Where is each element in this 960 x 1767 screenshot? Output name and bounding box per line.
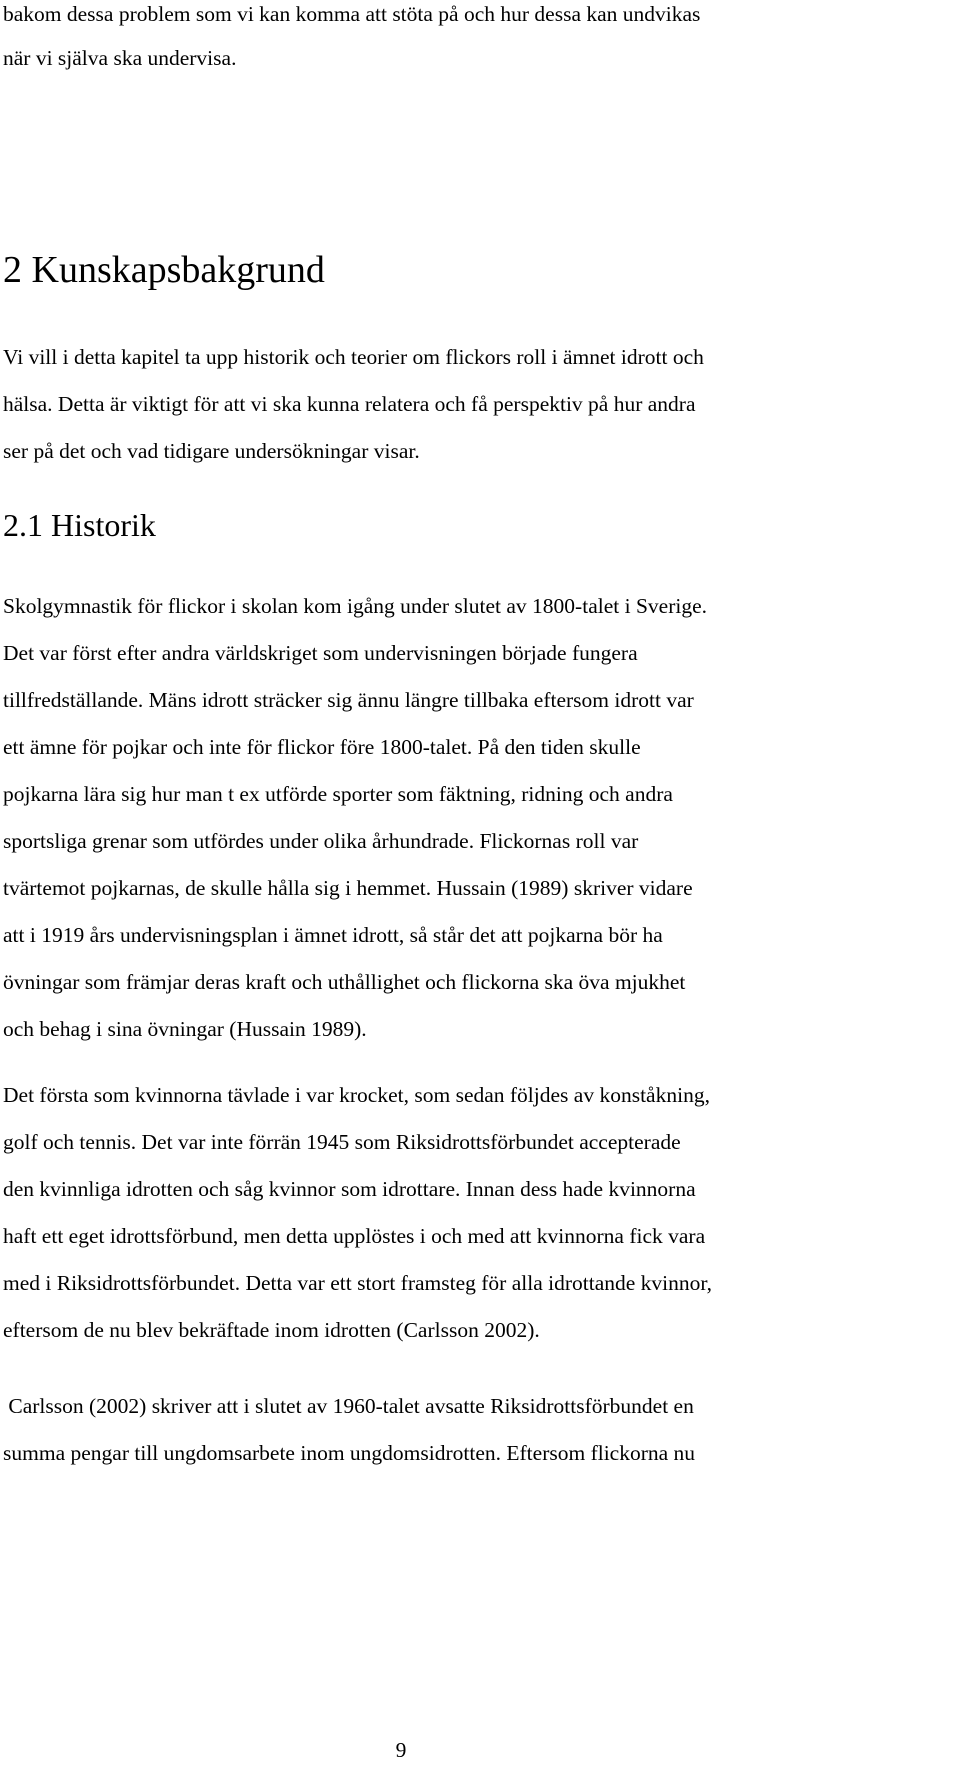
- text-line: och behag i sina övningar (Hussain 1989).: [3, 1017, 367, 1041]
- text-line: bakom dessa problem som vi kan komma att stöta på och hur dessa kan undvikas: [3, 2, 701, 26]
- text-line: haft ett eget idrottsförbund, men detta upplöstes i och med att kvinnorna fick vara: [3, 1224, 706, 1248]
- text-line: Vi vill i detta kapitel ta upp historik och teorier om flickors roll i ämnet idrott och: [3, 345, 704, 369]
- text-line: ett ämne för pojkar och inte för flickor före 1800-talet. På den tiden skulle: [3, 735, 641, 759]
- text-line: med i Riksidrottsförbundet. Detta var ett stort framsteg för alla idrottande kvinnor,: [3, 1271, 713, 1295]
- history-paragraph-2: [3, 1072, 953, 1354]
- section-intro-paragraph: [3, 334, 953, 475]
- history-paragraph-3: [3, 1383, 953, 1477]
- text-line: sportsliga grenar som utfördes under olika århundrade. Flickornas roll var: [3, 829, 639, 853]
- text-line: Det första som kvinnorna tävlade i var krocket, som sedan följdes av konståkning,: [3, 1083, 710, 1107]
- text-line: den kvinnliga idrotten och såg kvinnor som idrottare. Innan dess hade kvinnorna: [3, 1177, 696, 1201]
- text-line: att i 1919 års undervisningsplan i ämnet idrott, så står det att pojkarna bör ha: [3, 923, 663, 947]
- text-line: Det var först efter andra världskriget som undervisningen började fungera: [3, 641, 638, 665]
- text-line: hälsa. Detta är viktigt för att vi ska kunna relatera och få perspektiv på hur andra: [3, 392, 696, 416]
- text-line: pojkarna lära sig hur man t ex utförde sporter som fäktning, ridning och andra: [3, 782, 673, 806]
- text-line: golf och tennis. Det var inte förrän 1945 som Riksidrottsförbundet accepterade: [3, 1130, 681, 1154]
- history-paragraph-1: [3, 583, 953, 1053]
- text-line: eftersom de nu blev bekräftade inom idrotten (Carlsson 2002).: [3, 1318, 540, 1342]
- text-line: tvärtemot pojkarnas, de skulle hålla sig i hemmet. Hussain (1989) skriver vidare: [3, 876, 693, 900]
- text-line: när vi själva ska undervisa.: [3, 46, 237, 70]
- subsection-heading: 2.1 Historik: [3, 507, 156, 543]
- text-line: Skolgymnastik för flickor i skolan kom igång under slutet av 1800-talet i Sverige.: [3, 594, 707, 618]
- text-line: tillfredställande. Mäns idrott sträcker sig ännu längre tillbaka eftersom idrott var: [3, 688, 694, 712]
- section-heading: 2 Kunskapsbakgrund: [3, 249, 325, 291]
- text-line: ser på det och vad tidigare undersökningar visar.: [3, 439, 420, 463]
- text-line: summa pengar till ungdomsarbete inom ungdomsidrotten. Eftersom flickorna nu: [3, 1441, 696, 1465]
- intro-paragraph: [3, 0, 953, 80]
- page-number: 9: [395, 1738, 407, 1762]
- text-line: övningar som främjar deras kraft och uthållighet och flickorna ska öva mjukhet: [3, 970, 686, 994]
- text-line: Carlsson (2002) skriver att i slutet av 1960-talet avsatte Riksidrottsförbundet en: [3, 1394, 694, 1418]
